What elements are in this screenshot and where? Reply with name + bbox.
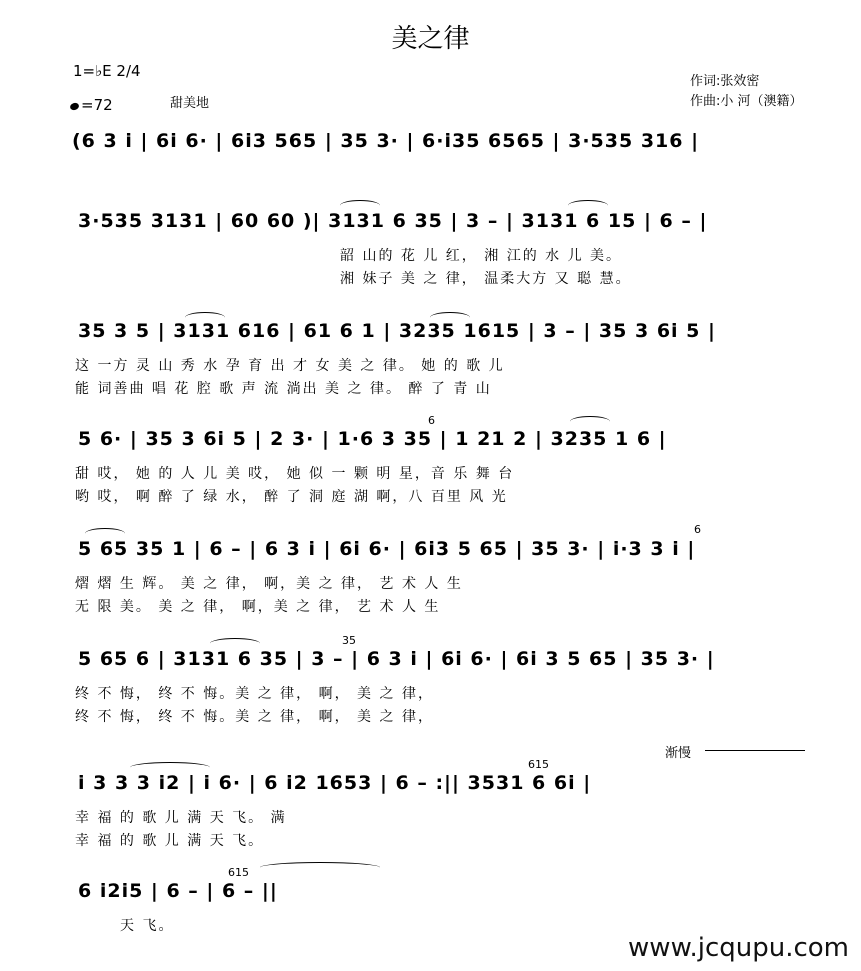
quarter-note-icon: [69, 102, 80, 112]
tempo-value: =72: [81, 96, 113, 114]
notation-row-2: 3·535 3131 | 60 60 )| 3131 6 35 | 3 – | 3131 6 15 | 6 – |: [78, 210, 708, 232]
slur-mark: [85, 528, 125, 539]
lyric-row-5-verse-2: 无 限 美。 美 之 律， 啊，美 之 律， 艺 术 人 生: [75, 599, 441, 615]
notation-row-1: (6 3 i | 6i 6· | 6i3 565 | 35 3· | 6·i35 6565 | 3·535 316 |: [72, 130, 700, 152]
lyric-row-7-verse-2: 幸 福 的 歌 儿 满 天 飞。: [75, 833, 265, 849]
slur-mark: [568, 200, 608, 211]
key-signature: 1=♭E 2/4: [73, 62, 141, 80]
lyricist-credit: 作词:张效密: [690, 74, 760, 89]
ritardando-mark: 渐慢: [665, 746, 692, 761]
slur-mark: [210, 638, 260, 649]
notation-row-4: 5 6· | 35 3 6i 5 | 2 3· | 1·6 3 35 | 1 21 2 | 3235 1 6 |: [78, 428, 667, 450]
slur-mark: [430, 312, 470, 323]
slur-mark: [570, 416, 610, 427]
lyric-row-8-verse-1: 天 飞。: [120, 918, 175, 934]
notation-row-6: 5 65 6 | 3131 6 35 | 3 – | 6 3 i | 6i 6· | 6i 3 5 65 | 35 3· |: [78, 648, 715, 670]
lyric-row-2-verse-2: 湘 妹子 美 之 律， 温柔大方 又 聪 慧。: [340, 271, 632, 287]
lyric-row-2-verse-1: 韶 山的 花 儿 红， 湘 江的 水 儿 美。: [340, 248, 623, 264]
lyric-row-3-verse-2: 能 词善曲 唱 花 腔 歌 声 流 淌出 美 之 律。 醉 了 青 山: [75, 381, 492, 397]
tempo-marking: [70, 96, 113, 114]
slur-mark: [260, 862, 380, 873]
expression-mark: 甜美地: [170, 96, 210, 111]
grace-note-3: 35: [342, 634, 356, 647]
site-watermark: www.jcqupu.com: [628, 933, 849, 963]
lyric-row-3-verse-1: 这 一方 灵 山 秀 水 孕 育 出 才 女 美 之 律。 她 的 歌 儿: [75, 358, 505, 374]
notation-row-7: i 3 3 3 i2 | i 6· | 6 i2 1653 | 6 – :|| 3531 6 6i |: [78, 772, 592, 794]
grace-note-2: 6: [694, 523, 701, 536]
score-title: 美之律: [391, 24, 470, 54]
lyric-row-5-verse-1: 熠 熠 生 辉。 美 之 律， 啊，美 之 律， 艺 术 人 生: [75, 576, 463, 592]
notation-row-5: 5 65 35 1 | 6 – | 6 3 i | 6i 6· | 6i3 5 65 | 35 3· | i·3 3 i |: [78, 538, 696, 560]
lyric-row-6-verse-1: 终 不 悔， 终 不 悔。美 之 律， 啊， 美 之 律，: [75, 686, 434, 702]
lyric-row-4-verse-1: 甜 哎， 她 的 人 儿 美 哎， 她 似 一 颗 明 星，音 乐 舞 台: [75, 466, 515, 482]
notation-row-3: 35 3 5 | 3131 616 | 61 6 1 | 3235 1615 | 3 – | 35 3 6i 5 |: [78, 320, 716, 342]
grace-note-5: 615: [228, 866, 249, 879]
composer-credit: 作曲:小 河（澳籍）: [690, 94, 803, 109]
lyric-row-7-verse-1: 幸 福 的 歌 儿 满 天 飞。 满: [75, 810, 287, 826]
lyric-row-6-verse-2: 终 不 悔， 终 不 悔。美 之 律， 啊， 美 之 律，: [75, 709, 434, 725]
grace-note-1: 6: [428, 414, 435, 427]
notation-row-8: 6 i2i5 | 6 – | 6 – ||: [78, 880, 278, 902]
ritardando-line: [705, 750, 805, 751]
grace-note-4: 615: [528, 758, 549, 771]
lyric-row-4-verse-2: 哟 哎， 啊 醉 了 绿 水， 醉 了 洞 庭 湖 啊，八 百里 风 光: [75, 489, 508, 505]
slur-mark: [130, 762, 210, 773]
slur-mark: [185, 312, 225, 323]
slur-mark: [340, 200, 380, 211]
